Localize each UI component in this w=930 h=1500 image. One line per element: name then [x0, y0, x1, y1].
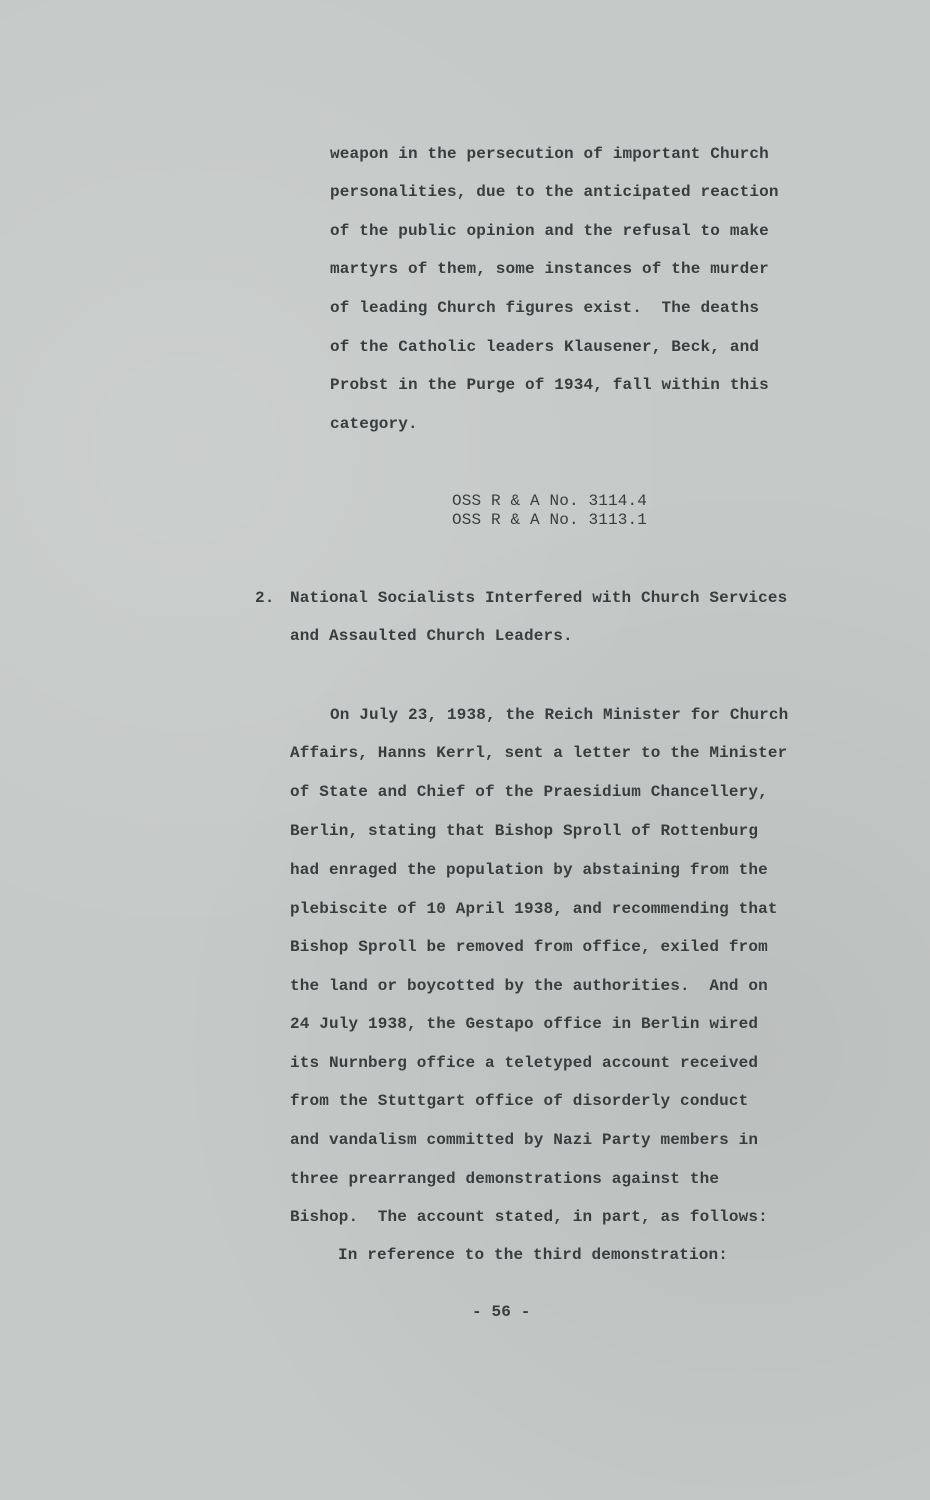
- section-number: 2.: [255, 589, 275, 607]
- text-line: Bishop. The account stated, in part, as follows:: [290, 1208, 768, 1226]
- reference-line: OSS R & A No. 3114.4: [452, 492, 648, 510]
- text-line: Bishop Sproll be removed from office, exiled from: [290, 938, 768, 956]
- text-line: of the Catholic leaders Klausener, Beck, and: [330, 338, 760, 356]
- text-line: 24 July 1938, the Gestapo office in Berlin wired: [290, 1015, 759, 1033]
- heading-line: and Assaulted Church Leaders.: [290, 627, 573, 645]
- text-line: Berlin, stating that Bishop Sproll of Rottenburg: [290, 822, 759, 840]
- text-line: its Nurnberg office a teletyped account received: [290, 1054, 759, 1072]
- text-line: three prearranged demonstrations against the: [290, 1170, 720, 1188]
- text-line: Affairs, Hanns Kerrl, sent a letter to the Minister: [290, 744, 788, 762]
- text-line: and vandalism committed by Nazi Party members in: [290, 1131, 759, 1149]
- text-line: of State and Chief of the Praesidium Chancellery,: [290, 783, 768, 801]
- text-line: weapon in the persecution of important Church: [330, 145, 769, 163]
- text-line: Probst in the Purge of 1934, fall within this: [330, 376, 769, 394]
- text-line: the land or boycotted by the authorities. And on: [290, 977, 768, 995]
- text-line: category.: [330, 415, 418, 433]
- text-line: On July 23, 1938, the Reich Minister for Church: [330, 706, 789, 724]
- reference-line: OSS R & A No. 3113.1: [452, 511, 648, 529]
- text-line: personalities, due to the anticipated reaction: [330, 183, 779, 201]
- quote-intro: In reference to the third demonstration:: [338, 1246, 729, 1264]
- text-line: plebiscite of 10 April 1938, and recommending that: [290, 900, 778, 918]
- text-line: from the Stuttgart office of disorderly conduct: [290, 1092, 749, 1110]
- text-line: of leading Church figures exist. The deaths: [330, 299, 760, 317]
- text-line: of the public opinion and the refusal to make: [330, 222, 769, 240]
- text-line: martyrs of them, some instances of the murder: [330, 260, 769, 278]
- page-number: - 56 -: [472, 1303, 531, 1321]
- heading-line: National Socialists Interfered with Church Services: [290, 589, 788, 607]
- text-line: had enraged the population by abstaining from the: [290, 861, 768, 879]
